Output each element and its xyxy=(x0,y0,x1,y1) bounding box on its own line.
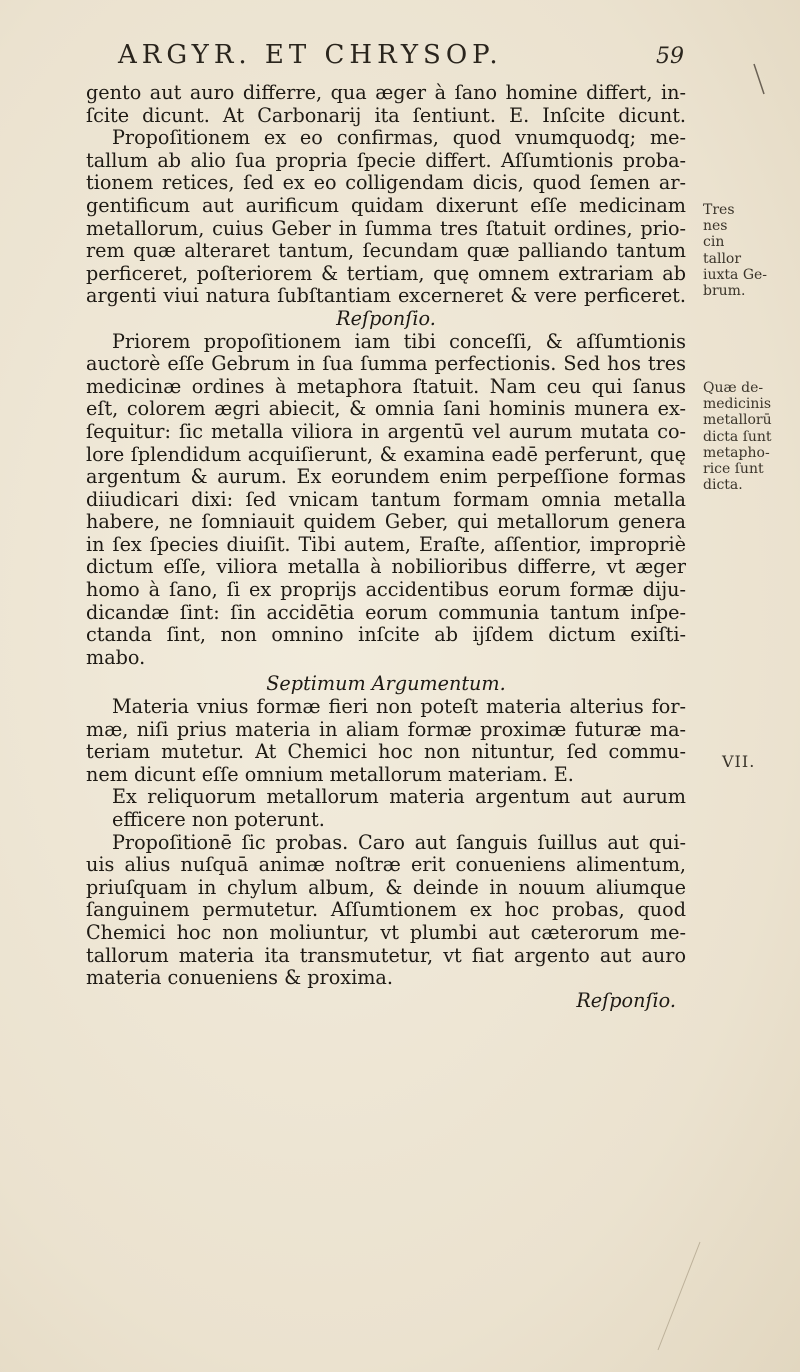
text-line: Propoſitionē ſic probas. Caro aut ſanguis ſuillus aut qui- xyxy=(112,831,686,854)
text-line: argentum & aurum. Ex eorundem enim perpeſſione formas xyxy=(86,466,686,489)
margin-note-line: dicta ſunt xyxy=(703,428,772,445)
text-line: gentificum aut aurificum quidam dixerunt eſſe medicinam xyxy=(86,194,686,217)
text-line: dicandæ ſint: ſin accidētia eorum communia tantum inſpe- xyxy=(86,601,686,624)
text-line: auctorè eſſe Gebrum in ſua ſumma perfectionis. Sed hos tres xyxy=(86,353,686,376)
text-line: Propoſitionem ex eo confirmas, quod vnumquodq; me- xyxy=(112,127,686,150)
margin-note-line: metapho- xyxy=(703,444,770,461)
text-line: lore ſplendidum acquiſierunt, & examina eadē perferunt, quę xyxy=(86,443,686,466)
text-line: mabo. xyxy=(86,646,146,669)
text-line: efficere non poterunt. xyxy=(112,809,325,831)
text-line: ſequitur: ſic metalla viliora in argentū vel aurum mutata co- xyxy=(86,420,686,443)
margin-note-line: nes xyxy=(703,218,728,235)
pen-stroke-mark xyxy=(750,60,770,100)
paper-crease-mark xyxy=(650,1240,710,1360)
text-line: Chemici hoc non moliuntur, vt plumbi aut cæterorum me- xyxy=(86,921,686,944)
margin-note-line: Quæ de- xyxy=(703,380,764,396)
text-line: tionem retices, ſed ex eo colligendam dicis, quod ſemen ar- xyxy=(86,172,686,195)
page-number: 59 xyxy=(656,44,684,69)
margin-note-line: brum. xyxy=(703,283,746,300)
page-header xyxy=(118,40,684,74)
body-text xyxy=(86,82,686,1012)
text-line: dictum eſſe, viliora metalla à nobilioribus differre, vt æger xyxy=(86,556,686,579)
text-line: mæ, niſi prius materia in aliam formæ proximæ futuræ ma- xyxy=(86,718,686,741)
margin-note-line: metallorū xyxy=(703,412,772,429)
argument-number: VII. xyxy=(722,752,756,771)
margin-note-line: tallor xyxy=(703,250,742,267)
margin-note-line: cin xyxy=(703,234,725,251)
text-line: ſcite dicunt. At Carbonarij ita ſentiunt. E. Inſcite dicunt. xyxy=(86,104,686,127)
text-line: uis alius nuſquā animæ noſtræ erit conueniens alimentum, xyxy=(86,854,686,877)
text-line: teriam mutetur. At Chemici hoc non nituntur, ſed commu- xyxy=(86,741,686,764)
margin-note-1 xyxy=(703,202,783,299)
text-line: tallorum materia ita transmutetur, vt fiat argento aut auro xyxy=(86,944,686,967)
text-line: rem quæ alteraret tantum, ſecundam quæ palliando tantum xyxy=(86,240,686,263)
text-line: Materia vnius formæ fieri non poteſt materia alterius for- xyxy=(112,696,686,719)
text-line: perficeret, poſteriorem & tertiam, quę omnem extrariam ab xyxy=(86,262,686,285)
text-line: metallorum, cuius Geber in ſumma tres ſtatuit ordines, prio- xyxy=(86,217,686,240)
margin-note-line: medicinis xyxy=(703,396,771,413)
margin-note-line: iuxta Ge- xyxy=(703,266,768,283)
text-line: Priorem propoſitionem iam tibi conceſſi, & aſſumtionis xyxy=(112,330,686,353)
text-line: gento aut auro differre, qua æger à ſano homine differt, in- xyxy=(86,82,686,104)
section-heading: Septimum Argumentum. xyxy=(266,672,506,696)
text-line: ſanguinem permutetur. Aſſumtionem ex hoc probas, quod xyxy=(86,899,686,922)
running-title: ARGYR. ET CHRYSOP. xyxy=(118,40,503,70)
text-line: diiudicari dixi: ſed vnicam tantum formam omnia metalla xyxy=(86,488,686,511)
text-line: tallum ab alio ſua propria ſpecie differt. Aſſumtionis proba- xyxy=(86,149,686,172)
text-line: medicinæ ordines à metaphora ſtatuit. Nam ceu qui ſanus xyxy=(86,375,686,398)
margin-note-line: rice ſunt xyxy=(703,461,764,478)
catchword: Reſponſio. xyxy=(576,988,676,1012)
text-line: homo à ſano, ſi ex proprijs accidentibus eorum formæ diju- xyxy=(86,579,686,602)
text-line: in ſex ſpecies diuiſit. Tibi autem, Eraſte, aſſentior, impropriè xyxy=(86,533,686,556)
margin-note-line: Tres xyxy=(703,202,735,218)
margin-note-line: dicta. xyxy=(703,477,743,494)
section-heading: Reſponſio. xyxy=(336,306,436,330)
text-line: priuſquam in chylum album, & deinde in nouum aliumque xyxy=(86,876,686,899)
text-line: nem dicunt eſſe omnium metallorum materiam. E. xyxy=(86,763,574,786)
text-line: Ex reliquorum metallorum materia argentum aut aurum xyxy=(112,786,686,809)
text-line: materia conueniens & proxima. xyxy=(86,967,393,990)
text-line: eſt, colorem ægri abiecit, & omnia ſani hominis munera ex- xyxy=(86,398,686,421)
text-line: argenti viui natura ſubſtantiam excerneret & vere perficeret. xyxy=(86,285,686,308)
text-line: ctanda ſint, non omnino inſcite ab ijſdem dictum exiſti- xyxy=(86,624,686,647)
margin-note-2 xyxy=(703,380,783,493)
text-line: habere, ne ſomniauit quidem Geber, qui metallorum genera xyxy=(86,511,686,534)
